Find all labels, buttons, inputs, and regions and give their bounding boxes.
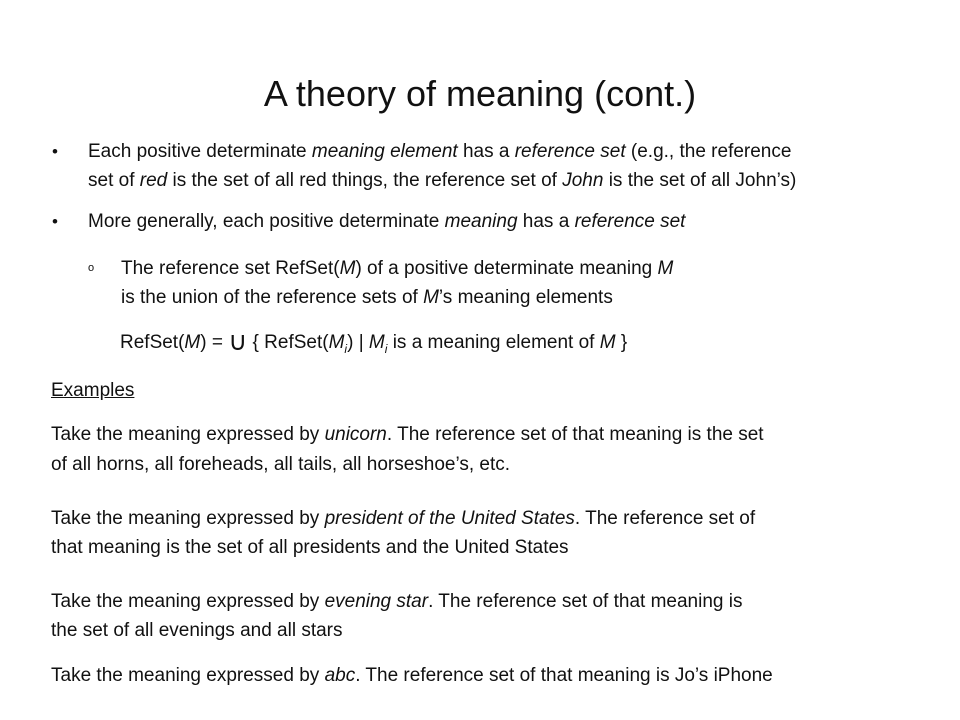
text-span: ) | bbox=[347, 332, 369, 353]
text-span: is a meaning element of bbox=[387, 332, 600, 353]
text-span: Each positive determinate bbox=[88, 141, 312, 162]
italic-term: M bbox=[184, 332, 201, 353]
subscript: i bbox=[384, 341, 388, 356]
text-span: Take the meaning expressed by bbox=[51, 591, 325, 612]
italic-term: reference set bbox=[514, 141, 626, 162]
slide-title: A theory of meaning (cont.) bbox=[263, 73, 697, 114]
text-span: More generally, each positive determinate bbox=[88, 211, 445, 232]
example-4-line-1 bbox=[51, 663, 773, 689]
sub-bullet-line-1 bbox=[121, 256, 673, 282]
text-span: ) = bbox=[200, 332, 229, 353]
italic-term: meaning bbox=[444, 211, 518, 232]
text-span: set of bbox=[88, 170, 140, 191]
sub-bullet-line-2 bbox=[121, 285, 613, 311]
text-span: is the set of all John’s) bbox=[603, 170, 797, 191]
text-span: The reference set RefSet( bbox=[121, 258, 340, 279]
text-span: . The reference set of that meaning is Jo’s iPhone bbox=[355, 665, 773, 686]
italic-term: president of the United States bbox=[324, 508, 575, 529]
italic-term: unicorn bbox=[324, 424, 387, 445]
examples-heading: Examples bbox=[51, 380, 135, 401]
italic-term: John bbox=[562, 170, 604, 191]
example-1-line-2: of all horns, all foreheads, all tails, all horseshoe’s, etc. bbox=[51, 454, 511, 475]
example-3-line-2: the set of all evenings and all stars bbox=[51, 620, 343, 641]
union-symbol: ∪ bbox=[228, 326, 248, 356]
text-span: has a bbox=[517, 211, 575, 232]
italic-term: evening star bbox=[324, 591, 429, 612]
refset-formula bbox=[120, 328, 627, 356]
example-1-line-1 bbox=[51, 422, 764, 448]
italic-term: M bbox=[599, 332, 616, 353]
italic-term: M bbox=[657, 258, 674, 279]
text-span: . The reference set of that meaning is the set bbox=[386, 424, 764, 445]
example-2-line-1 bbox=[51, 506, 755, 532]
text-span: is the set of all red things, the reference set of bbox=[167, 170, 563, 191]
italic-term: M bbox=[423, 287, 439, 308]
text-span: . The reference set of bbox=[574, 508, 756, 529]
italic-term: M bbox=[339, 258, 356, 279]
text-span: ) of a positive determinate meaning bbox=[355, 258, 658, 279]
subscript: i bbox=[344, 341, 348, 356]
text-span: (e.g., the reference bbox=[625, 141, 792, 162]
text-span: { RefSet( bbox=[247, 332, 329, 353]
text-span: Take the meaning expressed by bbox=[51, 665, 325, 686]
italic-term: M bbox=[368, 332, 385, 353]
text-span: RefSet( bbox=[120, 332, 185, 353]
text-span: Take the meaning expressed by bbox=[51, 424, 325, 445]
bullet-dot-icon: • bbox=[52, 142, 58, 161]
example-2-line-2: that meaning is the set of all presidents and the United States bbox=[51, 537, 569, 558]
text-span: . The reference set of that meaning is bbox=[428, 591, 743, 612]
text-span: ’s meaning elements bbox=[438, 287, 613, 308]
bullet-1-line-1 bbox=[88, 139, 791, 165]
italic-term: meaning element bbox=[311, 141, 458, 162]
sub-bullet-marker-icon: o bbox=[88, 262, 95, 274]
example-3-line-1 bbox=[51, 589, 742, 615]
text-span: has a bbox=[457, 141, 515, 162]
text-span: Take the meaning expressed by bbox=[51, 508, 325, 529]
bullet-2-line-1 bbox=[88, 209, 685, 235]
bullet-1-line-2 bbox=[88, 168, 796, 194]
italic-term: M bbox=[328, 332, 345, 353]
italic-term: reference set bbox=[574, 211, 686, 232]
text-span: } bbox=[615, 332, 628, 353]
italic-term: abc bbox=[324, 665, 356, 686]
text-span: is the union of the reference sets of bbox=[121, 287, 424, 308]
bullet-dot-icon: • bbox=[52, 212, 58, 231]
italic-term: red bbox=[139, 170, 168, 191]
